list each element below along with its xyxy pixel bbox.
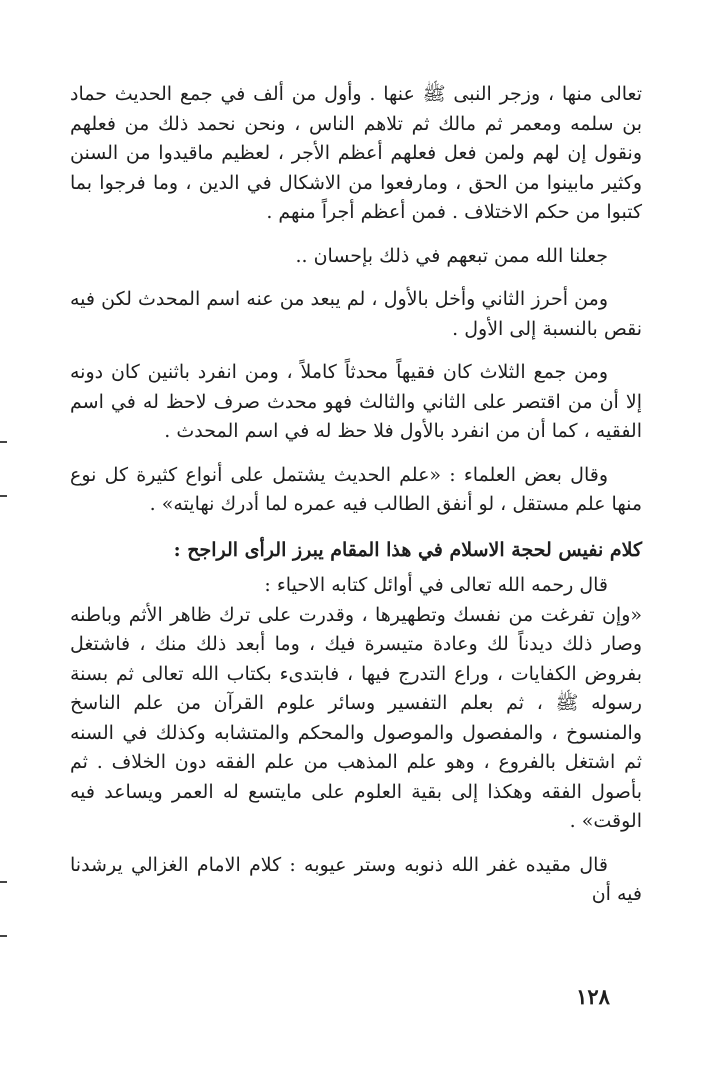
paragraph-scholar-quote: وقال بعض العلماء : «علم الحديث يشتمل على أنواع كثيرة كل نوع منها علم مستقل ، لو أنفق الطالب فيه عمره لما أدرك نهايته» . <box>70 463 642 515</box>
paragraph-hadith-compilers: تعالى منها ، وزجر النبى ﷺ عنها . وأول من ألف في جمع الحديث حماد بن سلمه ومعمر ثم مالك ثم تلاهم الناس ، ونحن نحمد ذلك من فعلهم ونقول إن لهم ولمن فعل فعلهم أعظم الأجر ، لعظيم ماقيدوا من السنن وكثير مابينوا من الحق ، ومارفعوا من الاشكال في الدين ، وما فرجوا بما كتبوا من حكم الاختلاف . فمن أعظم أجراً منهم . <box>70 83 642 223</box>
page-number: ١٢٨ <box>576 984 610 1009</box>
margin-mark <box>0 495 7 497</box>
margin-mark <box>0 881 7 883</box>
margin-mark <box>0 441 7 443</box>
section-heading: كلام نفيس لحجة الاسلام في هذا المقام يبرز الرأى الراجح : <box>173 538 642 561</box>
margin-mark <box>0 935 7 937</box>
page-body <box>70 80 642 910</box>
paragraph-ihya-quote: «وإن تفرغت من نفسك وتطهيرها ، وقدرت على ترك ظاهر الأثم وباطنه وصار ذلك ديدناً لك وعادة متيسرة فيك ، وما أبعد ذلك منك ، فاشتغل بفروض الكفايات ، وراع التدرج فيها ، فابتدىء بكتاب الله تعالى ثم بسنة رسوله ﷺ ، ثم بعلم التفسير وسائر علوم القرآن من علم الناسخ والمنسوخ ، والمفصول والموصول والمحكم والمتشابه وكذلك في السنه ثم اشتغل بالفروع ، وهو علم المذهب من علم الفقه دون الخلاف . ثم بأصول الفقه وهكذا إلى بقية العلوم على مايتسع له العمر ويساعد فيه الوقت» . <box>70 603 642 832</box>
paragraph-ihya-intro: قال رحمه الله تعالى في أوائل كتابه الاحياء : <box>264 574 608 596</box>
paragraph-supplication: جعلنا الله ممن تبعهم في ذلك بإحسان .. <box>295 244 608 267</box>
paragraph-author-comment: قال مقيده غفر الله ذنوبه وستر عيوبه : كلام الامام الغزالي يرشدنا فيه أن <box>70 853 642 905</box>
paragraph-second-without-first: ومن أحرز الثاني وأخل بالأول ، لم يبعد من عنه اسم المحدث لكن فيه نقص بالنسبة إلى الأول . <box>70 288 642 340</box>
paragraph-three-qualities: ومن جمع الثلاث كان فقيهاً محدثاً كاملاً ، ومن انفرد باثنين كان دونه إلا أن من اقتصر على الثاني والثالث فهو محدث صرف لاحظ له في اسم الفقيه ، كما أن من انفرد بالأول فلا حظ له في اسم المحدث . <box>70 361 642 442</box>
